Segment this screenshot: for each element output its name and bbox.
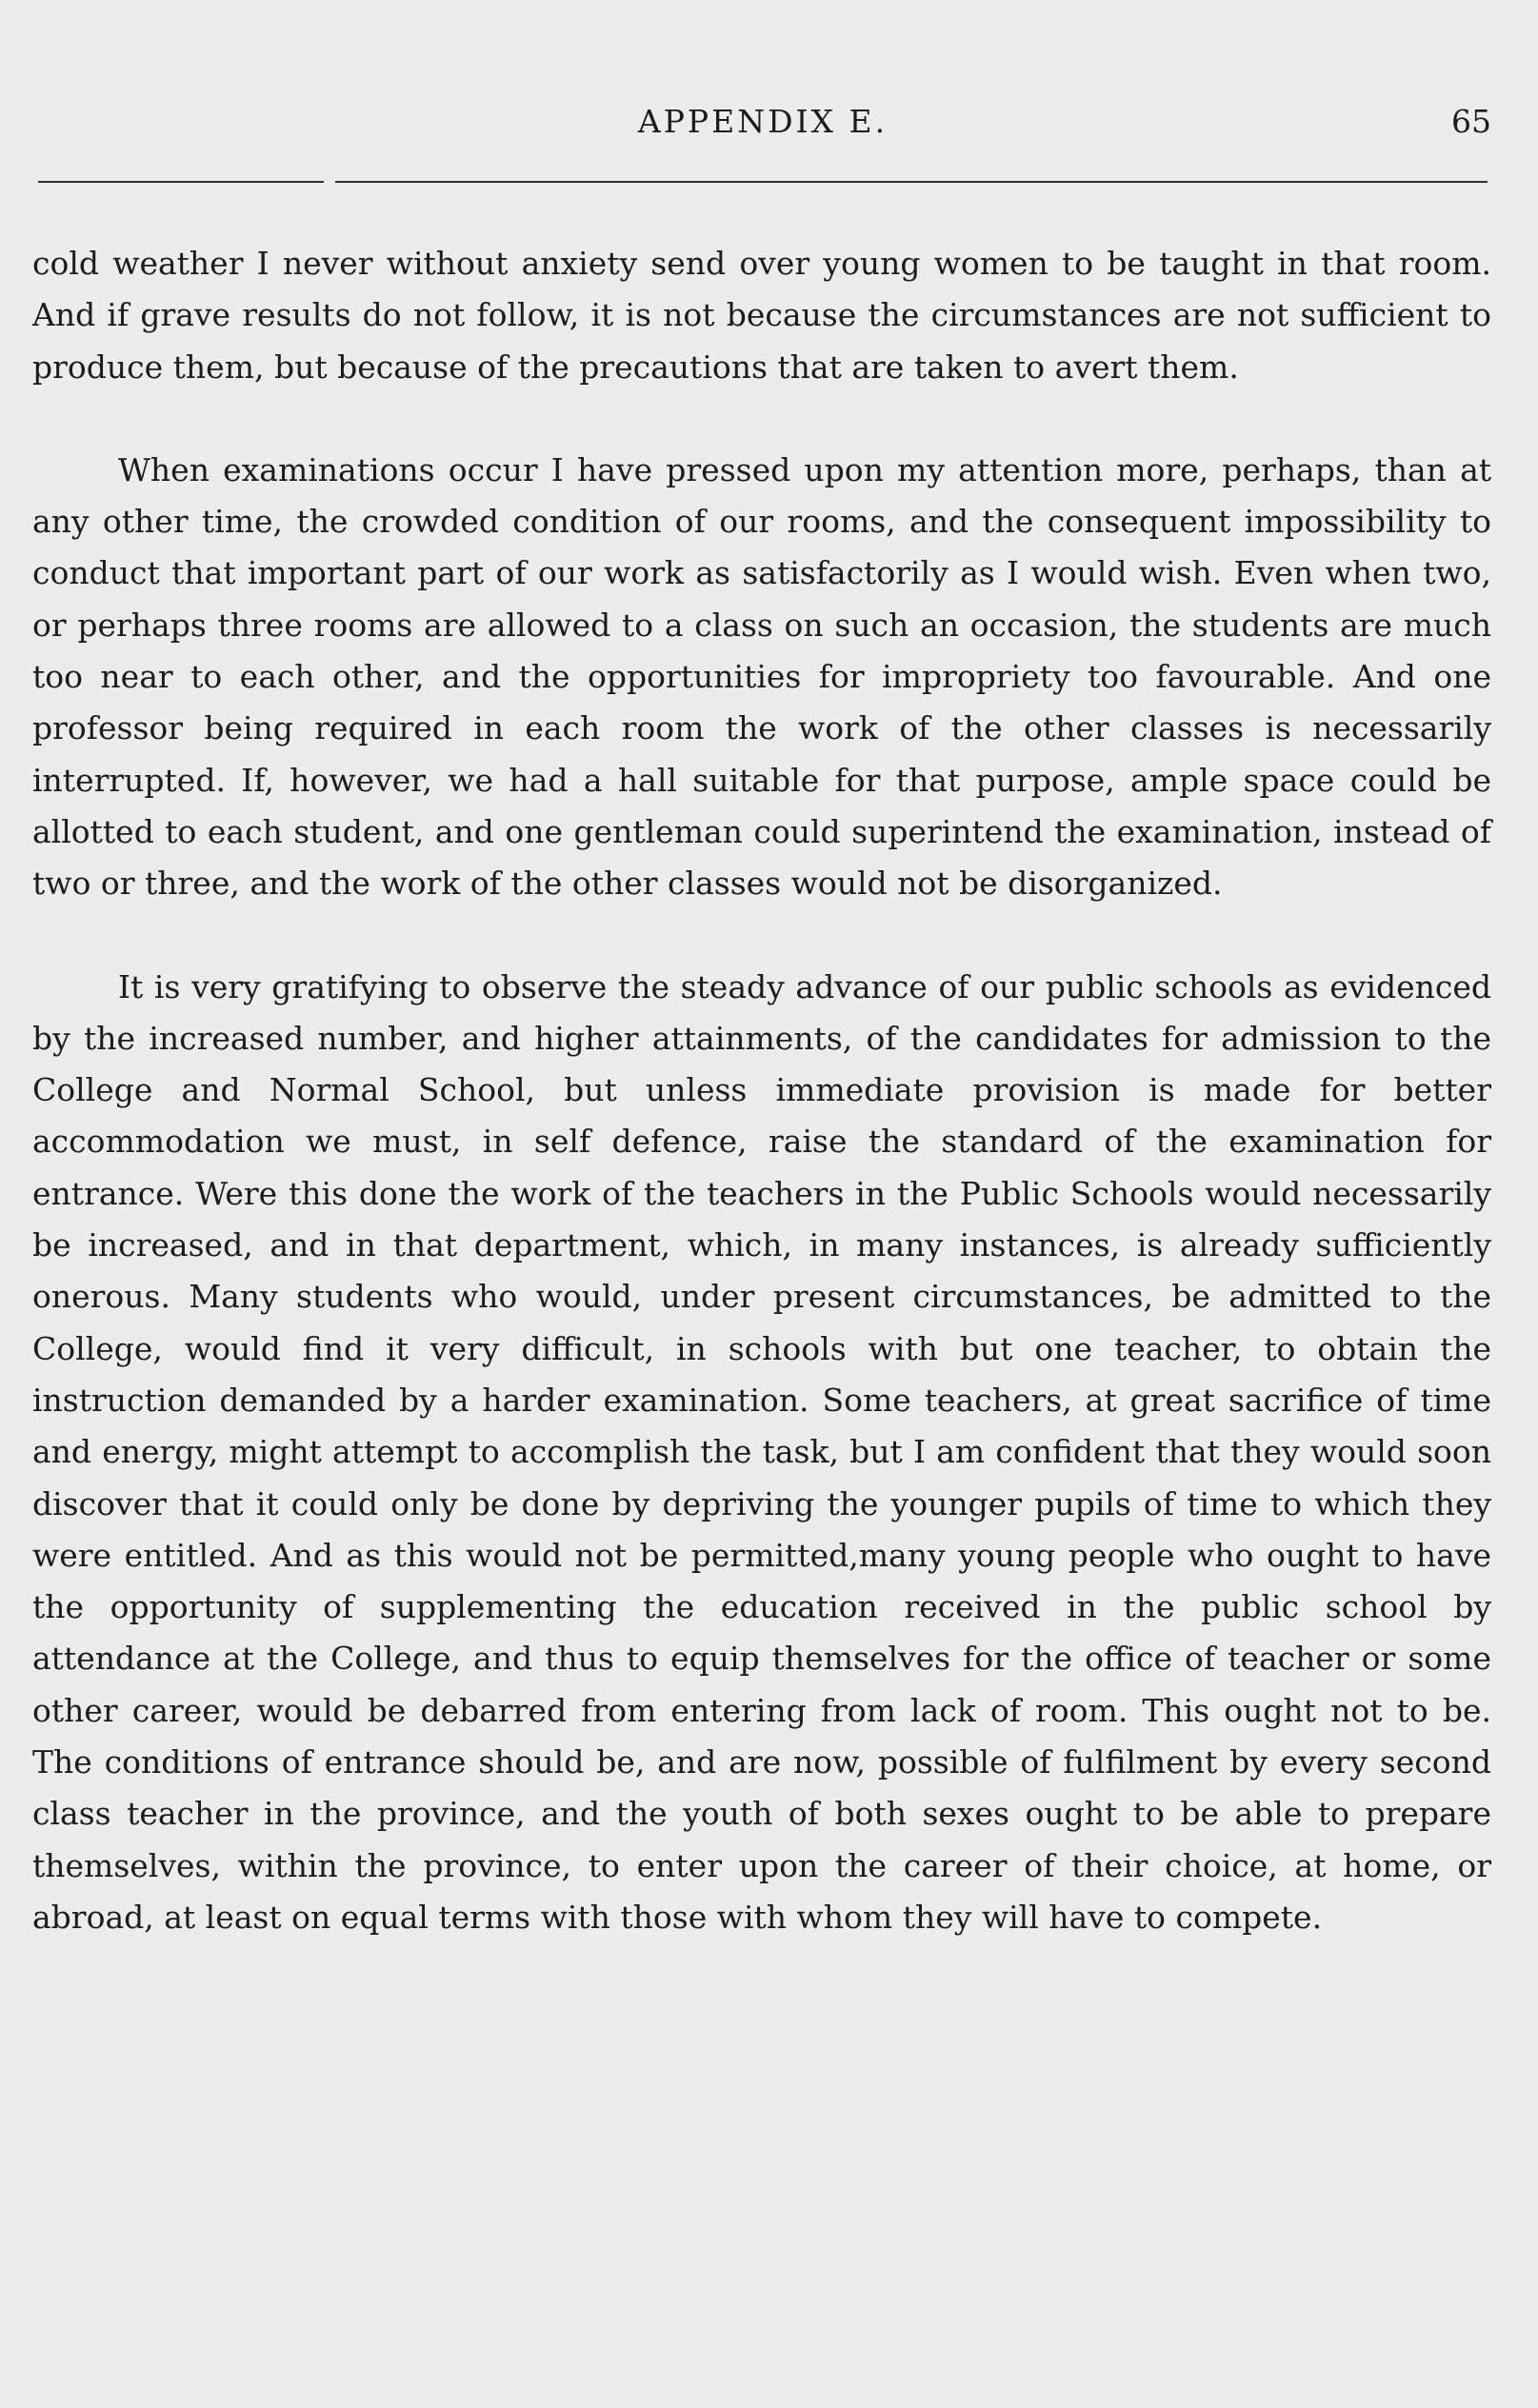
paragraph-examinations: When examinations occur I have pressed upon my attention more, perhaps, than at any other time, the crowded condition of our rooms, and the consequent impossibility to conduct that important part of our work as satisfactorily as I would wish. Even when two, or perhaps three rooms are allowed to a class on such an occasion, the students are much too near to each other, and the opportunities for impropriety too favourable. And one professor being required in each room the work of the other classes is necessarily interrupted. If, however, we had a hall suitable for that purpose, ample space could be allotted to each student, and one gentleman could superintend the examination, instead of two or three, and the work of the other classes would not be disorganized. (32, 450, 1491, 903)
header-rule-right (335, 181, 1488, 183)
header-title: APPENDIX E. (637, 103, 889, 140)
paragraph-continuation: cold weather I never without anxiety send over young women to be taught in that room. And if grave results do not follow, it is not because the circumstances are not sufficient to produce them, but because of the precautions that are taken to avert them. (32, 245, 1491, 386)
paragraph-public-schools: It is very gratifying to observe the steady advance of our public schools as evidenced by the increased number, and higher attainments, of the candidates for admission to the College and Normal School, but unless immediate provision is made for better accommodation we must, in self defence, raise the standard of the examination for entrance. Were this done the work of the teachers in the Public Schools would necessarily be increased, and in that department, which, in many instances, is already sufficiently onerous. Many students who would, under present circumstances, be admitted to the College, would find it very difficult, in schools with but one teacher, to obtain the instruction demanded by a harder examination. Some teachers, at great sacrifice of time and energy, might attempt to accomplish the task, but I am confident that they would soon discover that it could only be done by depriving the younger pupils of time to which they were entitled. And as this would not be permitted,many young people who ought to have the opportunity of supplementing the education received in the public school by attendance at the College, and thus to equip themselves for the office of teacher or some other career, would be debarred from entering from lack of room. This ought not to be. The conditions of entrance should be, and are now, possible of fulfilment by every second class teacher in the province, and the youth of both sexes ought to be able to prepare themselves, within the province, to enter upon the career of their choice, at home, or abroad, at least on equal terms with those with whom they will have to compete. (32, 967, 1491, 1936)
page-number: 65 (1451, 103, 1491, 140)
page-header (34, 103, 1491, 160)
document-body (32, 238, 1491, 1943)
header-rule-left (38, 181, 324, 183)
